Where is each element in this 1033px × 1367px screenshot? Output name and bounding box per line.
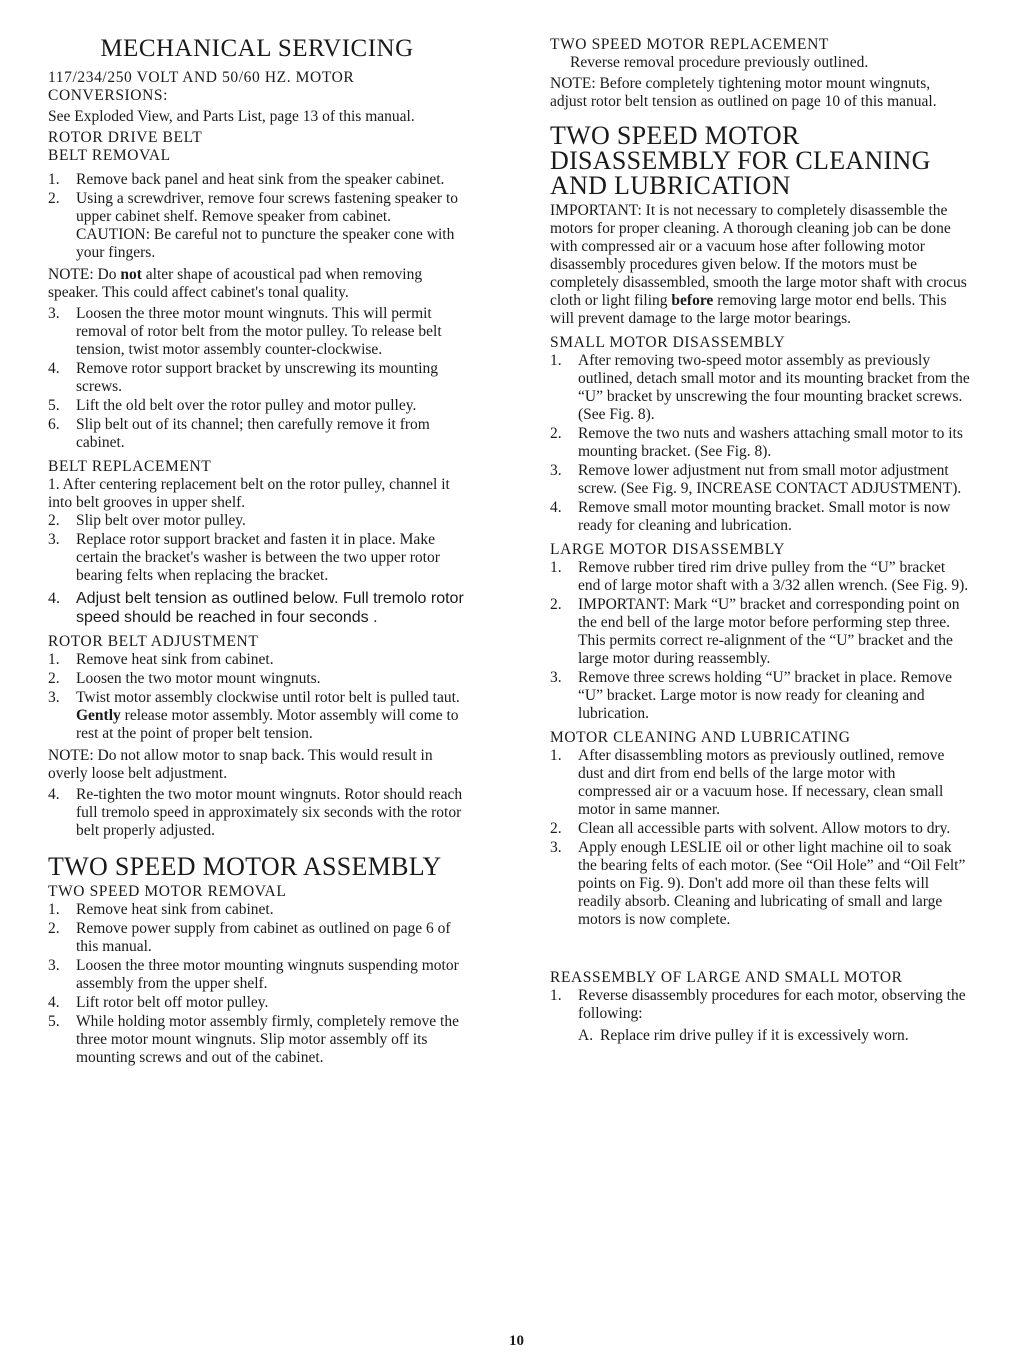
list-item: 1. After removing two-speed motor assembly as previously outlined, detach small motor and its mounting bracket from the “U” bracket by unscrewing the four mounting bracket screws. (See Fig. 8). (550, 352, 970, 423)
list-item: 3. Loosen the three motor mounting wingnuts suspending motor assembly from the upper shelf. (48, 957, 459, 992)
list-item: 5. While holding motor assembly firmly, completely remove the three motor mount wingnuts. Slip motor assembly off its mounting screws and out of the cabinet. (48, 1013, 459, 1066)
motor-replacement-text: Reverse removal procedure previously outlined. (570, 54, 869, 71)
list-item: 4. Remove rotor support bracket by unscrewing its mounting screws. (48, 360, 439, 395)
list-item: 4. Lift rotor belt off motor pulley. (48, 994, 269, 1011)
large-motor-disassembly-steps (550, 559, 970, 723)
belt-replacement-steps (48, 512, 466, 585)
list-item: 2. Loosen the two motor mount wingnuts. (48, 670, 321, 687)
list-item: 3. Twist motor assembly clockwise until rotor belt is pulled taut. Gently release motor assembly. Motor assembly will come to rest at the point of proper belt tension. (48, 689, 460, 742)
page-number: 10 (509, 1333, 524, 1349)
list-item: 6. Slip belt out of its channel; then carefully remove it from cabinet. (48, 416, 430, 451)
belt-removal-heading: BELT REMOVAL (48, 147, 171, 164)
large-motor-disassembly-heading: LARGE MOTOR DISASSEMBLY (550, 541, 786, 558)
list-item: 4. Remove small motor mounting bracket. Small motor is now ready for cleaning and lubrication. (550, 499, 951, 534)
list-item: 3. Replace rotor support bracket and fasten it in place. Make certain the bracket's washer is between the two upper rotor bearing felts when replacing the bracket. (48, 531, 440, 584)
voltage-conversion-heading: 117/234/250 VOLT AND 50/60 HZ. MOTOR CONVERSIONS: (48, 69, 355, 104)
list-item: 1. Remove heat sink from cabinet. (48, 901, 274, 918)
spacer (550, 933, 970, 969)
list-item: 1. Reverse disassembly procedures for each motor, observing the following: (550, 987, 966, 1022)
list-item: 1. Remove back panel and heat sink from the speaker cabinet. (48, 171, 445, 188)
reassembly-heading: REASSEMBLY OF LARGE AND SMALL MOTOR (550, 969, 903, 986)
list-item: 2. Slip belt over motor pulley. (48, 512, 246, 529)
list-item: 3. Remove three screws holding “U” bracket in place. Remove “U” bracket. Large motor is now ready for cleaning and lubrication. (550, 669, 953, 722)
belt-removal-steps (48, 171, 466, 262)
belt-replacement-step-1: 1. After centering replacement belt on the rotor pulley, channel it into belt grooves in upper shelf. (48, 476, 450, 511)
voltage-conversion-text: See Exploded View, and Parts List, page 13 of this manual. (48, 108, 415, 125)
wingnut-note: NOTE: Before completely tightening motor mount wingnuts, adjust rotor belt tension as outlined on page 10 of this manual. (550, 75, 937, 110)
list-item: 3. Apply enough LESLIE oil or other light machine oil to soak the bearing felts of each motor. (See “Oil Hole” and “Oil Felt” points on Fig. 9). Don't add more oil than these felts will readily absorb. Cleaning and lubricating of small and large motors is now complete. (550, 839, 966, 928)
belt-replacement-heading: BELT REPLACEMENT (48, 458, 212, 475)
list-item: 2. Remove the two nuts and washers attaching small motor to its mounting bracket. (See Fig. 8). (550, 425, 963, 460)
acoustical-pad-note: NOTE: Do not alter shape of acoustical pad when removing speaker. This could affect cabinet's tonal quality. (48, 266, 423, 301)
list-item: 2. Remove power supply from cabinet as outlined on page 6 of this manual. (48, 920, 451, 955)
two-speed-motor-assembly-heading: TWO SPEED MOTOR ASSEMBLY (48, 852, 442, 881)
list-item: 3. Remove lower adjustment nut from small motor adjustment screw. (See Fig. 9, INCREASE CONTACT ADJUSTMENT). (550, 462, 962, 497)
list-item: 2. Using a screwdriver, remove four screws fastening speaker to upper cabinet shelf. Remove speaker from cabinet. CAUTION: Be careful not to puncture the speaker cone with your fingers. (48, 190, 459, 261)
list-item: 1. Remove heat sink from cabinet. (48, 651, 274, 668)
list-item: 4. Re-tighten the two motor mount wingnuts. Rotor should reach full tremolo speed in approximately six seconds with the rotor belt properly adjusted. (48, 786, 463, 839)
belt-removal-steps-continued (48, 305, 466, 452)
right-column (550, 36, 970, 1045)
left-column (48, 36, 466, 1071)
reassembly-sub-item: A. Replace rim drive pulley if it is excessively worn. (578, 1027, 909, 1044)
motor-cleaning-steps (550, 747, 970, 929)
small-motor-disassembly-steps (550, 352, 970, 535)
reassembly-steps (550, 987, 970, 1023)
motor-cleaning-heading: MOTOR CLEANING AND LUBRICATING (550, 729, 851, 746)
rotor-belt-adjustment-step-4 (48, 786, 466, 840)
two-speed-motor-removal-heading: TWO SPEED MOTOR REMOVAL (48, 883, 287, 900)
list-item: 1. After disassembling motors as previously outlined, remove dust and dirt from end bells of the large motor with compressed air or a vacuum hose. If necessary, clean small motor in same manner. (550, 747, 945, 818)
list-item: 2. Clean all accessible parts with solvent. Allow motors to dry. (550, 820, 951, 837)
rotor-belt-adjustment-steps (48, 651, 466, 743)
belt-replacement-step-4 (48, 589, 466, 627)
list-item: 1. Remove rubber tired rim drive pulley from the “U” bracket end of large motor shaft with a 3/32 allen wrench. (See Fig. 9). (550, 559, 969, 594)
disassembly-heading: TWO SPEED MOTOR DISASSEMBLY FOR CLEANING AND LUBRICATION (550, 121, 931, 200)
important-cleaning-note: IMPORTANT: It is not necessary to completely disassemble the motors for proper cleaning. A thorough cleaning job can be done with compressed air or a vacuum hose after following motor disassembly procedures given below. If the motors must be completely disassembled, smooth the large motor shaft with crocus cloth or light filing before removing large motor end bells. This will prevent damage to the large motor bearings. (550, 202, 967, 327)
rotor-drive-belt-heading: ROTOR DRIVE BELT (48, 129, 203, 146)
two-speed-motor-removal-steps (48, 901, 466, 1067)
rotor-belt-adjustment-heading: ROTOR BELT ADJUSTMENT (48, 633, 259, 650)
list-item: 5. Lift the old belt over the rotor pulley and motor pulley. (48, 397, 417, 414)
page-title: MECHANICAL SERVICING (100, 35, 414, 62)
motor-replacement-heading: TWO SPEED MOTOR REPLACEMENT (550, 36, 829, 53)
small-motor-disassembly-heading: SMALL MOTOR DISASSEMBLY (550, 334, 786, 351)
snap-back-note: NOTE: Do not allow motor to snap back. This would result in overly loose belt adjustment. (48, 747, 433, 782)
list-item: 4. Adjust belt tension as outlined below. Full tremolo rotor speed should be reached in four seconds . (48, 590, 464, 626)
list-item: 3. Loosen the three motor mount wingnuts. This will permit removal of rotor belt from the motor pulley. To release belt tension, twist motor assembly counter-clockwise. (48, 305, 442, 358)
list-item: 2. IMPORTANT: Mark “U” bracket and corresponding point on the end bell of the large motor before performing step three. This permits correct re-alignment of the “U” bracket and the large motor during reassembly. (550, 596, 960, 667)
